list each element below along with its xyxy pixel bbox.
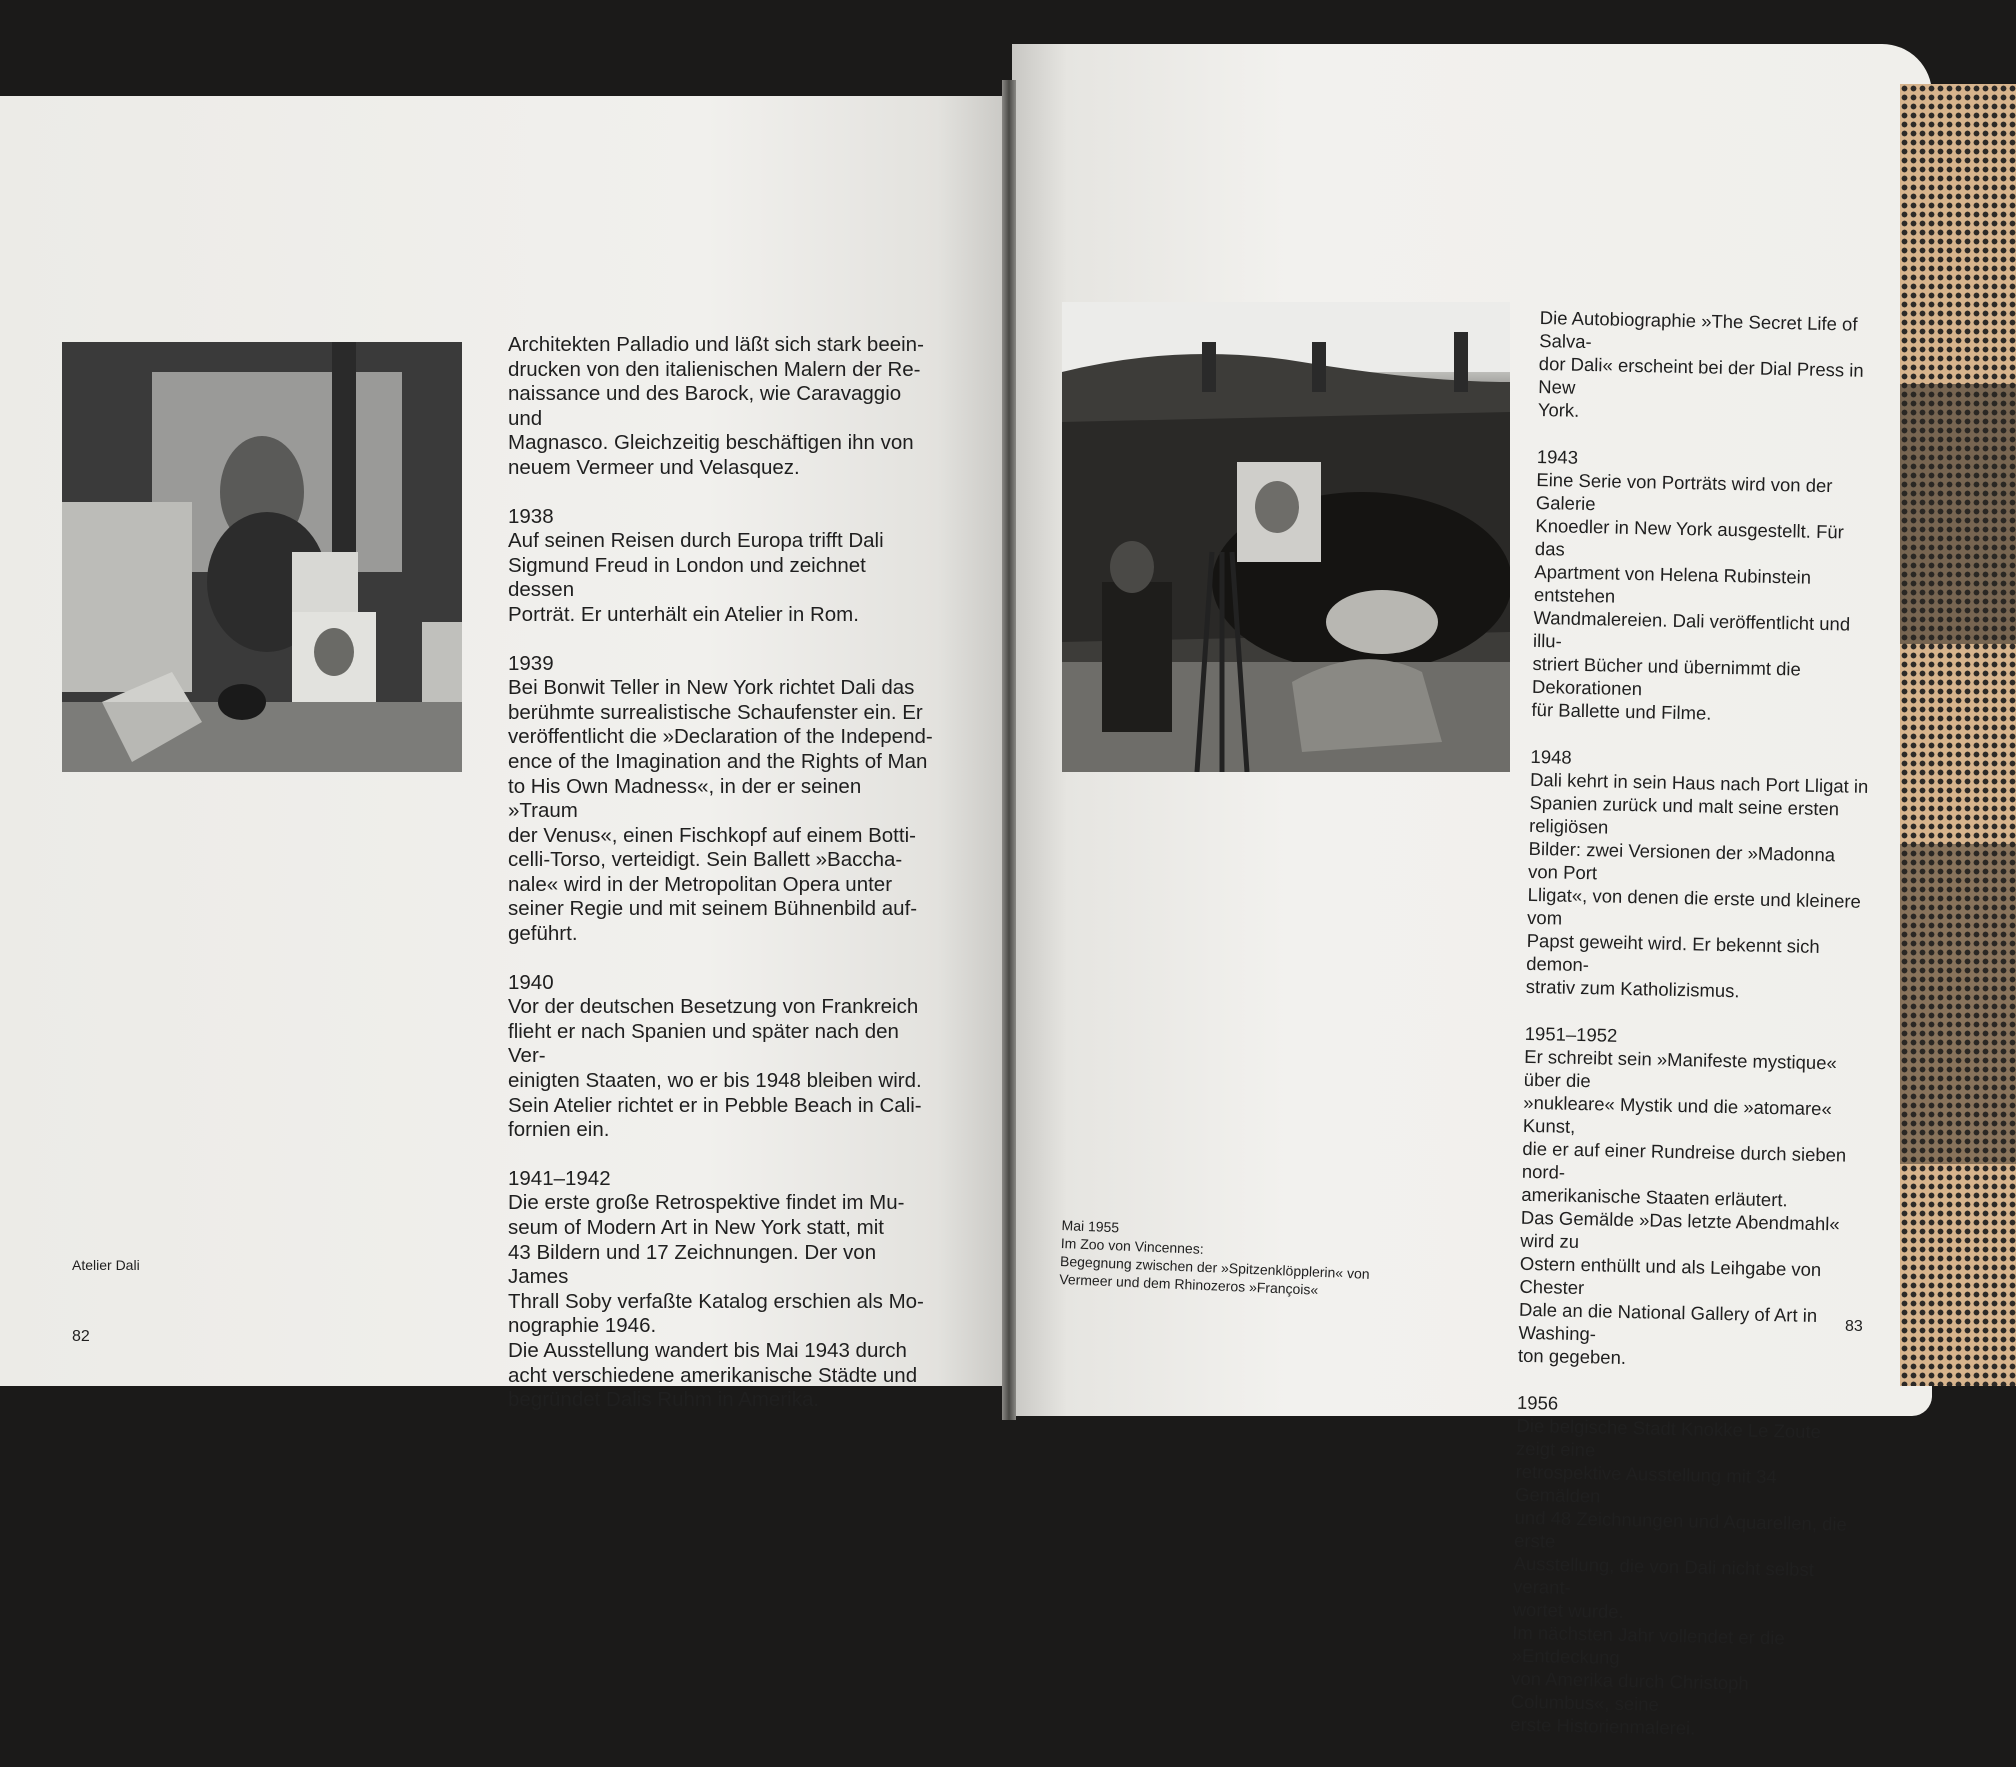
right-block-2-text: Dali kehrt in sein Haus nach Port Lligat in Spanien zurück und malt seine ersten religiösen Bilder: zwei Versionen der »Madonna von Port Lligat«, von denen die erste und kleinere vom Papst geweiht wird. Er bekennt sich demon- strativ zum Katholizismus. [1525, 768, 1869, 1002]
left-text-column [508, 333, 936, 1437]
left-block-2-year: 1939 [508, 651, 554, 675]
right-block-1-text: Eine Serie von Porträts wird von der Galerie Knoedler in New York ausgestellt. Für das Apartment von Helena Rubinstein entstehen Wandmalereien. Dali veröffentlicht und illu- striert Bücher und übernimmt die Dekorationen für Ballette und Filme. [1531, 468, 1851, 724]
left-block-0 [508, 333, 936, 481]
right-block-3-year: 1951–1952 [1524, 1022, 1618, 1046]
right-page-number: 83 [1845, 1318, 1863, 1335]
right-block-2 [1526, 745, 1871, 1005]
left-photo-caption: Atelier Dali [72, 1257, 140, 1273]
right-photo-caption: Mai 1955 Im Zoo von Vincennes: Begegnung zwischen der »Spitzenklöpplerin« von Vermeer und dem Rhinozeros »François« [1059, 1216, 1370, 1298]
left-block-0-text: Architekten Palladio und läßt sich stark beein- drucken von den italienischen Malern der Re- naissance und des Barock, wie Caravaggio und Magnasco. Gleichzeitig beschäftigen ihn von neuem Vermeer und Velasquez. [508, 333, 924, 479]
right-text-column [1510, 306, 1880, 1767]
right-block-3 [1518, 1022, 1865, 1374]
right-block-2-year: 1948 [1530, 745, 1572, 768]
left-block-4-year: 1941–1942 [508, 1166, 611, 1190]
left-page-number: 82 [72, 1328, 90, 1345]
left-block-4 [508, 1167, 936, 1413]
left-block-1 [508, 505, 936, 628]
atelier-photo [62, 342, 462, 772]
left-block-2-text: Bei Bonwit Teller in New York richtet Dali das berühmte surrealistische Schaufenster ein. Er veröffentlicht die »Declaration of the Independ- ence of the Imagination and the Rights of Man to His Own Madness«, in der er seinen »Traum der Venus«, einen Fischkopf auf einem Botti- celli-Torso, verteidigt. Sein Ballett »Baccha- nale« wird in der Metropolitan Opera unter seiner Regie und mit seinem Bühnenbild auf- geführt. [508, 676, 933, 946]
left-block-4-text: Die erste große Retrospektive findet im Mu- seum of Modern Art in New York statt, mit 43 Bildern und 17 Zeichnungen. Der von James Thrall Soby verfaßte Katalog erschien als Mo- nographie 1946. Die Ausstellung wandert bis Mai 1943 durch acht verschiedene amerikanische Städte und begründet Dalis Ruhm in Amerika. [508, 1191, 924, 1412]
right-block-4-year: 1956 [1516, 1391, 1559, 1414]
book-cover-edge [1900, 84, 2016, 1386]
left-block-3-text: Vor der deutschen Besetzung von Frankreich flieht er nach Spanien und später nach den Ver- einigten Staaten, wo er bis 1948 bleiben wird. Sein Atelier richtet er in Pebble Beach in Cali- fornien ein. [508, 995, 922, 1142]
right-block-4-text: Die belgische Stadt Knokke Le Zoute zeigt eine retrospektive Ausstellung mit 34 Gemälden und 48 Zeichnungen und Aquarellen, die erste Ausstellung, die von Dali nicht selbst verant- wortet wurde. Im nächsten Jahr vollendet er die »Entdeckung von Amerika durch Christoph Columbus«, seine erste Historienmalerei. [1510, 1414, 1848, 1739]
right-block-0-text: Die Autobiographie »The Secret Life of Salva- dor Dali« erscheint bei der Dial Press in New York. [1537, 306, 1864, 421]
left-block-1-year: 1938 [508, 504, 554, 528]
book-gutter [1002, 80, 1016, 1420]
right-block-1 [1531, 445, 1877, 728]
right-block-4 [1510, 1391, 1857, 1743]
left-block-2 [508, 652, 936, 947]
left-block-1-text: Auf seinen Reisen durch Europa trifft Dali Sigmund Freud in London und zeichnet dessen Porträt. Er unterhält ein Atelier in Rom. [508, 529, 884, 626]
right-block-3-text: Er schreibt sein »Manifeste mystique« über die »nukleare« Mystik und die »atomare« Kunst, die er auf einer Rundreise durch sieben nord- amerikanische Staaten erläutert. Das Gemälde »Das letzte Abendmahl« wird zu Ostern enthüllt und als Leihgabe von Chester Dale an die National Gallery of Art in Washing- ton gegeben. [1517, 1045, 1847, 1369]
right-block-1-year: 1943 [1536, 445, 1579, 468]
right-block-0 [1538, 306, 1880, 428]
left-block-3-year: 1940 [508, 970, 554, 994]
left-block-3 [508, 971, 936, 1143]
zoo-photo [1062, 302, 1510, 772]
